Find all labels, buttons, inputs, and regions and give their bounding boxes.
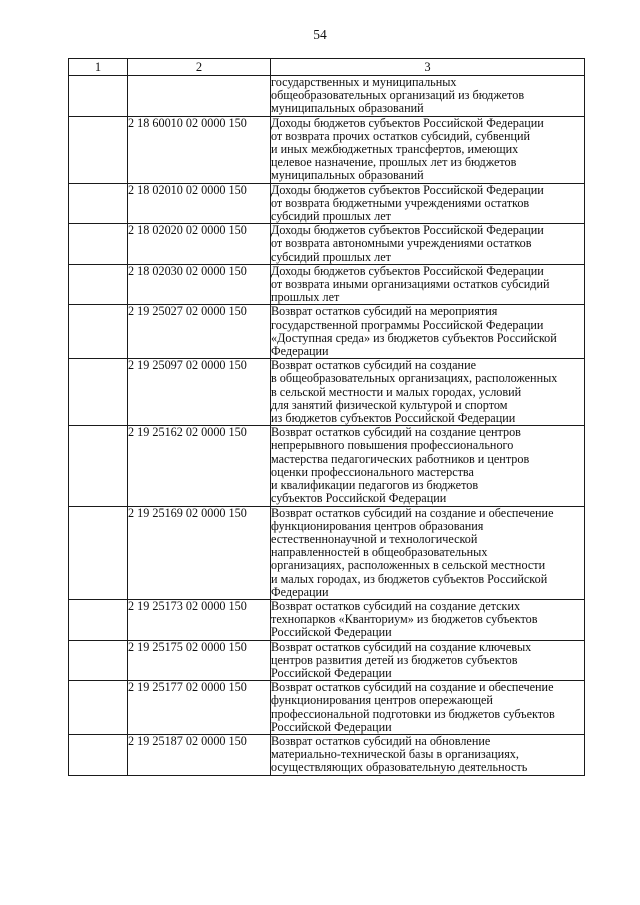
budget-code-cell: 2 18 60010 02 0000 150 [128,116,271,183]
description-line: Возврат остатков субсидий на мероприятия [271,304,498,319]
description-line: функционирования центров опережающей [271,693,493,708]
description-cell [271,359,585,426]
budget-codes-table [68,58,585,776]
description-line: Федерации [271,344,329,359]
description-cell [271,264,585,305]
row-number-cell [69,426,128,506]
description-line: Федерации [271,584,329,599]
description-line: технопарков «Кванториум» из бюджетов субъектов [271,612,538,627]
description-line: Возврат остатков субсидий на создание [271,358,476,373]
row-number-cell [69,599,128,640]
row-number-cell [69,264,128,305]
row-number-cell [69,76,128,117]
description-line: от возврата иными организациями остатков субсидий [271,277,550,292]
table-row [69,116,585,183]
table-row [69,599,585,640]
row-number-cell [69,116,128,183]
description-line: Доходы бюджетов субъектов Российской Федерации [271,263,544,278]
column-header-1: 1 [69,59,128,76]
row-number-cell [69,734,128,775]
description-line: в общеобразовательных организациях, расположенных [271,371,558,386]
table-row [69,224,585,265]
description-line: муниципальных образований [271,168,424,183]
row-number-cell [69,183,128,224]
budget-code-cell [128,76,271,117]
description-line: Российской Федерации [271,665,392,680]
description-line: для занятий физической культурой и спортом [271,397,508,412]
description-line: Возврат остатков субсидий на создание детских [271,598,521,613]
row-number-cell [69,359,128,426]
table-row [69,305,585,359]
description-cell [271,76,585,117]
description-line: от возврата бюджетными учреждениями остатков [271,195,530,210]
description-line: организациях, расположенных в сельской местности [271,558,546,573]
description-line: и квалификации педагогов из бюджетов [271,478,479,493]
description-line: прошлых лет [271,290,340,305]
column-header-2: 2 [128,59,271,76]
description-line: субсидий прошлых лет [271,209,391,224]
description-line: центров развития детей из бюджетов субъектов [271,652,518,667]
description-cell [271,116,585,183]
description-line: из бюджетов субъектов Российской Федерации [271,411,516,426]
description-line: от возврата прочих остатков субсидий, субвенций [271,128,531,143]
description-cell [271,305,585,359]
page-number: 54 [313,27,327,42]
description-line: мастерства педагогических работников и центров [271,451,530,466]
table-row [69,183,585,224]
description-line: «Доступная среда» из бюджетов субъектов Российской [271,330,557,345]
description-line: Возврат остатков субсидий на создание центров [271,425,521,440]
row-number-cell [69,305,128,359]
table-row [69,640,585,681]
table-header-row [69,59,585,76]
description-line: от возврата автономными учреждениями остатков [271,236,532,251]
description-line: субъектов Российской Федерации [271,491,447,506]
description-line: в сельской местности и малых городах, условий [271,384,522,399]
budget-code-cell: 2 19 25097 02 0000 150 [128,359,271,426]
description-line: целевое назначение, прошлых лет из бюджетов [271,155,517,170]
description-cell [271,734,585,775]
column-header-3: 3 [271,59,585,76]
table-row [69,359,585,426]
budget-code-cell: 2 18 02030 02 0000 150 [128,264,271,305]
description-line: государственной программы Российской Федерации [271,317,544,332]
budget-code-cell: 2 19 25162 02 0000 150 [128,426,271,506]
description-line: осуществляющих образовательную деятельность [271,760,528,775]
description-cell [271,640,585,681]
description-cell [271,183,585,224]
description-line: Российской Федерации [271,625,392,640]
budget-code-cell: 2 19 25175 02 0000 150 [128,640,271,681]
row-number-cell [69,681,128,735]
description-cell [271,224,585,265]
description-line: субсидий прошлых лет [271,249,391,264]
description-line: Возврат остатков субсидий на создание ключевых [271,639,532,654]
row-number-cell [69,640,128,681]
budget-code-cell: 2 19 25177 02 0000 150 [128,681,271,735]
description-cell [271,426,585,506]
table-body [69,59,585,776]
table-row [69,506,585,599]
description-line: Возврат остатков субсидий на создание и обеспечение [271,505,554,520]
description-cell [271,506,585,599]
table-row [69,426,585,506]
description-line: общеобразовательных организаций из бюджетов [271,88,525,103]
description-line: Российской Федерации [271,719,392,734]
table-row [69,681,585,735]
description-line: функционирования центров образования [271,518,484,533]
budget-code-cell: 2 18 02010 02 0000 150 [128,183,271,224]
description-line: Возврат остатков субсидий на обновление [271,733,491,748]
budget-code-cell: 2 18 02020 02 0000 150 [128,224,271,265]
budget-code-cell: 2 19 25169 02 0000 150 [128,506,271,599]
description-line: и малых городах, из бюджетов субъектов Российской [271,571,548,586]
description-line: муниципальных образований [271,101,424,116]
description-line: оценки профессионального мастерства [271,464,474,479]
table-row [69,264,585,305]
description-line: и иных межбюджетных трансфертов, имеющих [271,142,519,157]
table-row [69,734,585,775]
description-line: направленностей в общеобразовательных [271,545,488,560]
row-number-cell [69,224,128,265]
table-row [69,76,585,117]
description-line: государственных и муниципальных [271,75,457,89]
description-line: непрерывного повышения профессионального [271,438,514,453]
description-line: Доходы бюджетов субъектов Российской Федерации [271,223,544,238]
description-line: профессиональной подготовки из бюджетов субъектов [271,706,555,721]
description-line: Доходы бюджетов субъектов Российской Федерации [271,115,544,130]
description-line: материально-технической базы в организациях, [271,747,519,762]
budget-code-cell: 2 19 25173 02 0000 150 [128,599,271,640]
description-cell [271,681,585,735]
description-line: Возврат остатков субсидий на создание и обеспечение [271,680,554,695]
row-number-cell [69,506,128,599]
description-line: естественнонаучной и технологической [271,531,478,546]
budget-code-cell: 2 19 25187 02 0000 150 [128,734,271,775]
budget-code-cell: 2 19 25027 02 0000 150 [128,305,271,359]
description-cell [271,599,585,640]
description-line: Доходы бюджетов субъектов Российской Федерации [271,182,544,197]
